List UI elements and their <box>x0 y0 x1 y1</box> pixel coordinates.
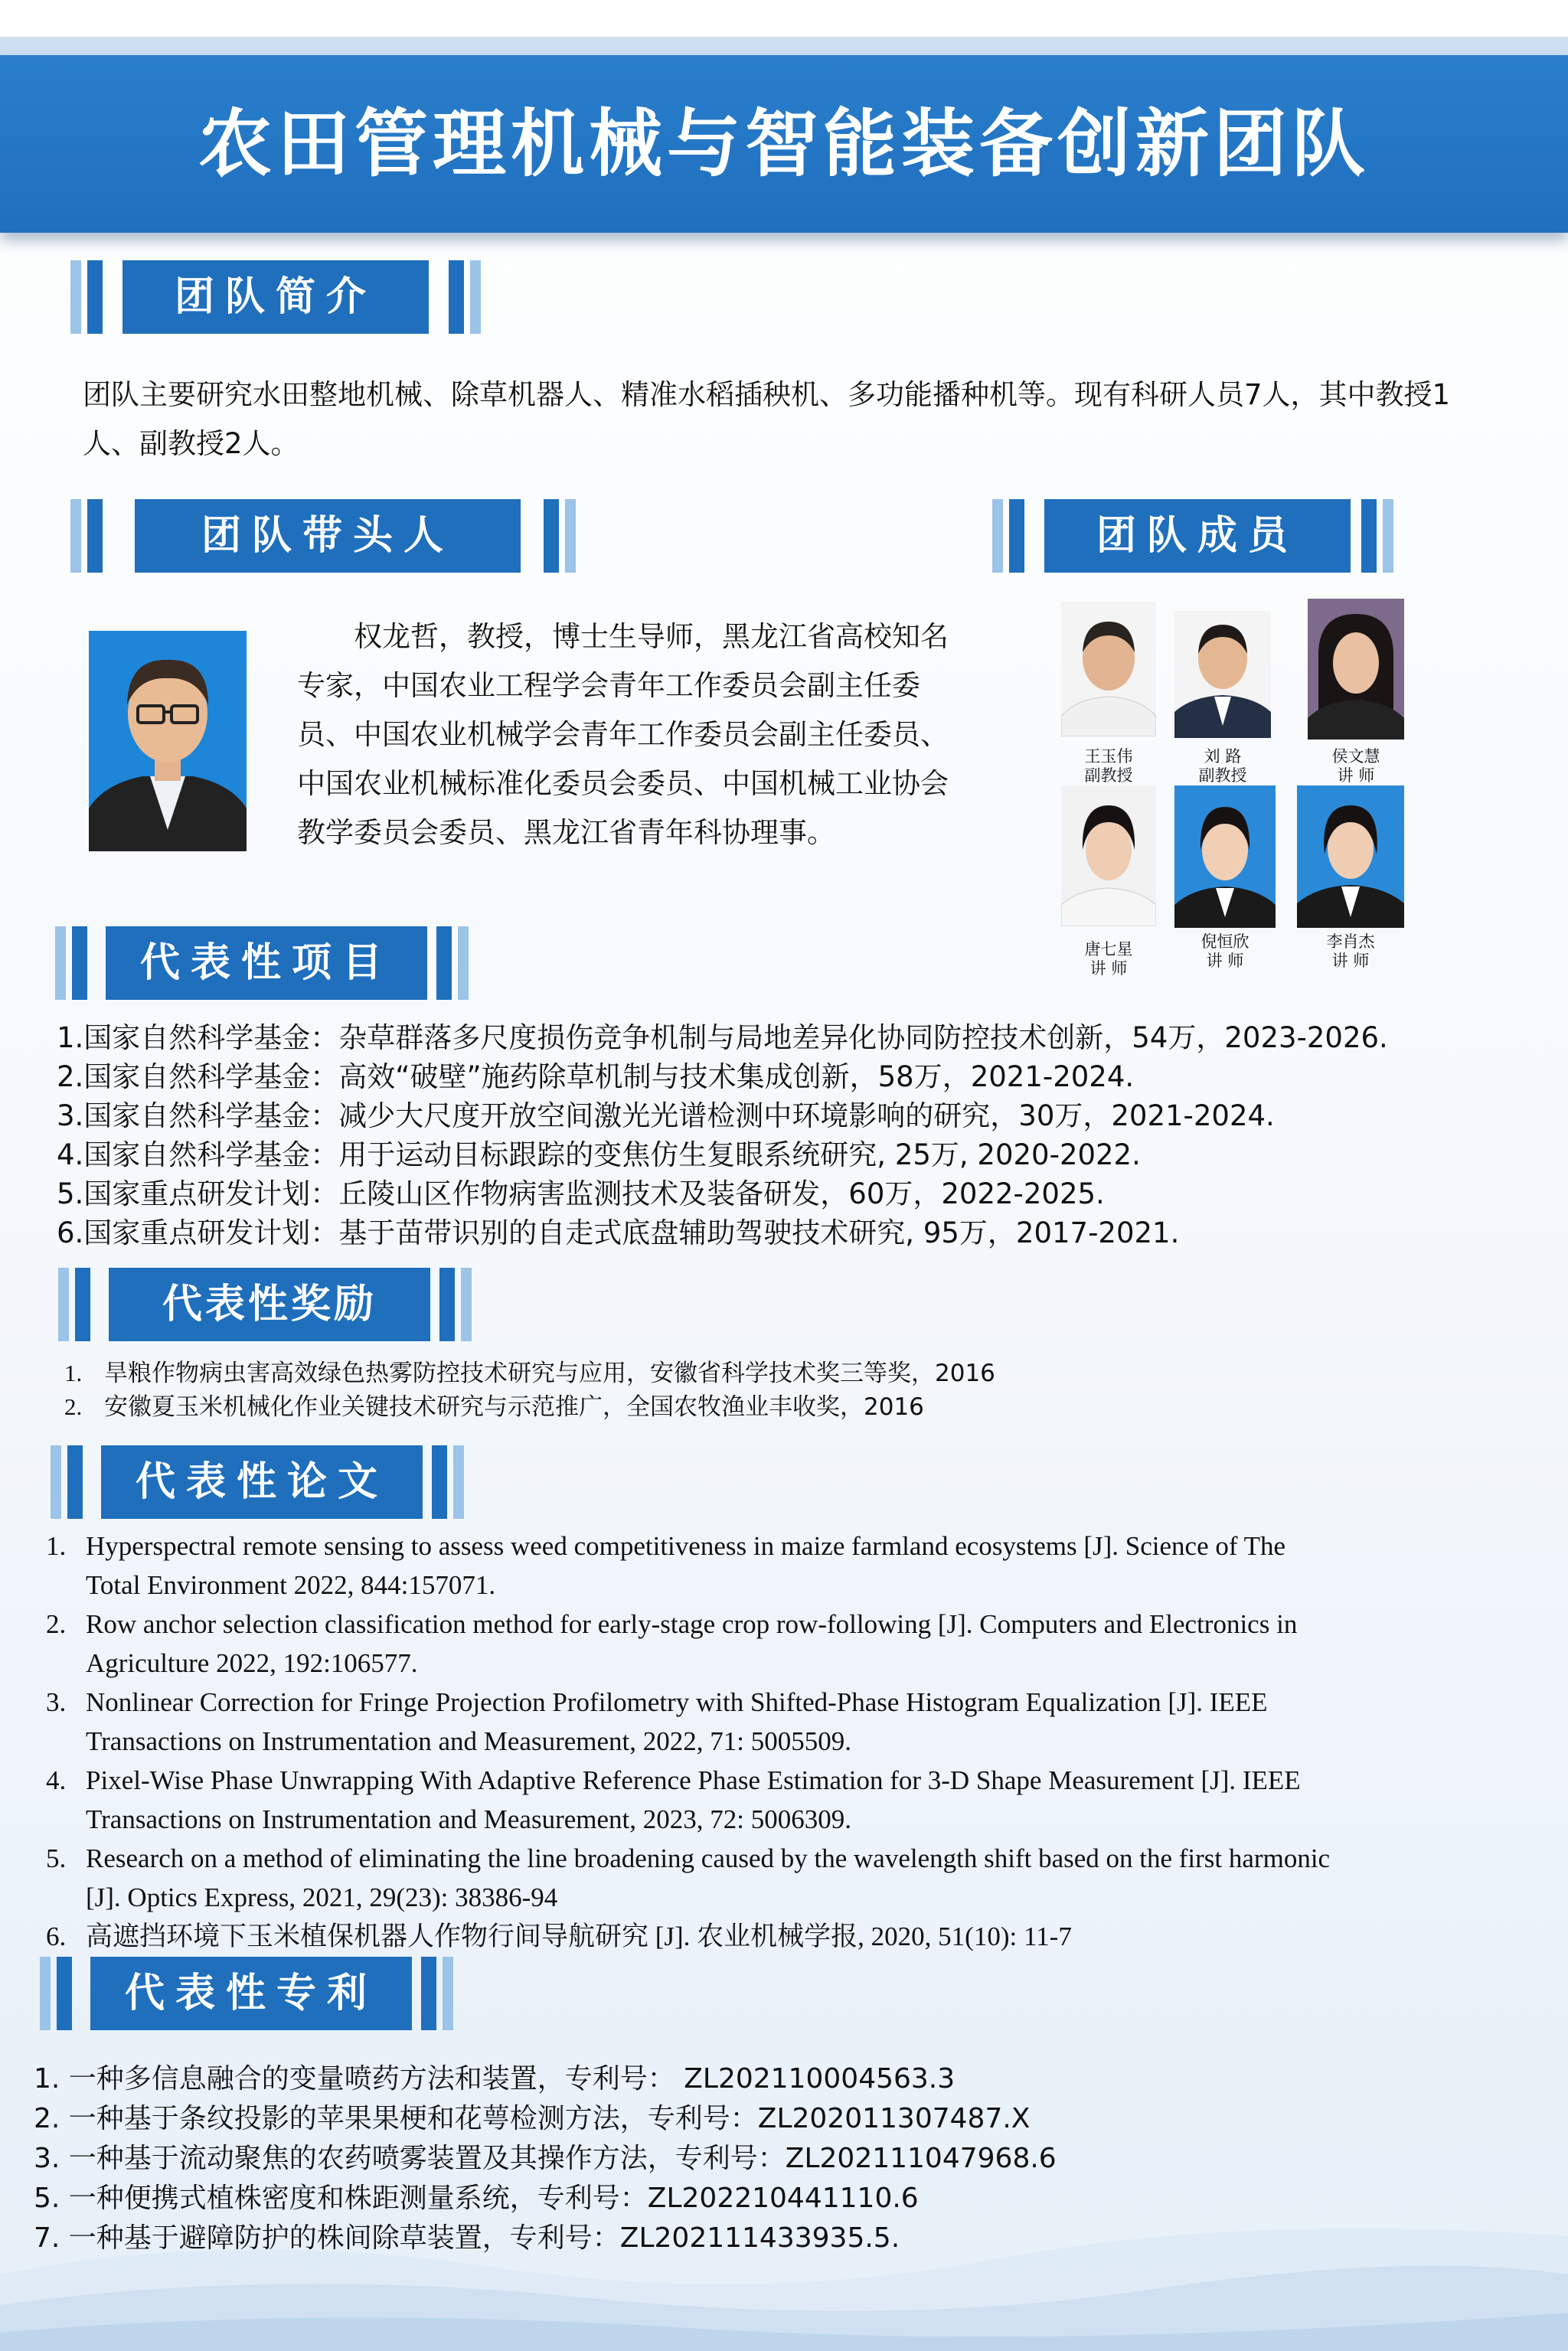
award-text: 旱粮作物病虫害高效绿色热雾防控技术研究与应用，安徽省科学技术奖三等奖，2016 <box>104 1360 995 1387</box>
member-caption-5 <box>1174 932 1276 971</box>
paper-line: Hyperspectral remote sensing to assess weed competitiveness in maize farmland ecosystems [J]. Science of The <box>86 1531 1286 1561</box>
member-photo-3 <box>1308 599 1404 740</box>
bottom-wave-decoration <box>0 2183 1568 2351</box>
patent-item: 7. 一种基于避障防护的株间除草装置，专利号：ZL202111433935.5. <box>34 2222 900 2254</box>
paper-item <box>46 1527 1493 1605</box>
paper-line: 高遮挡环境下玉米植保机器人作物行间导航研究 [J]. 农业机械学报, 2020, 51(10): 11-7 <box>86 1922 1072 1951</box>
project-item: 2.国家自然科学基金：高效“破壁”施药除草机制与技术集成创新，58万，2021-2024. <box>57 1060 1135 1093</box>
member-name-6: 李肖杰 <box>1326 932 1375 951</box>
award-text: 安徽夏玉米机械化作业关键技术研究与示范推广，全国农牧渔业丰收奖，2016 <box>104 1393 924 1421</box>
member-caption-4 <box>1061 940 1156 978</box>
paper-item <box>46 1839 1493 1917</box>
paper-line: Pixel-Wise Phase Unwrapping With Adaptive Reference Phase Estimation for 3-D Shape Measurement [J]. IEEE <box>86 1765 1301 1795</box>
paper-line: Transactions on Instrumentation and Measurement, 2022, 71: 5005509. <box>86 1726 851 1756</box>
paper-line: Research on a method of eliminating the line broadening caused by the wavelength shift based on the first harmonic <box>86 1843 1331 1873</box>
paper-line: Agriculture 2022, 192:106577. <box>86 1648 418 1678</box>
member-photo-5 <box>1174 785 1276 928</box>
project-item: 4.国家自然科学基金：用于运动目标跟踪的变焦仿生复眼系统研究, 25万, 2020-2022. <box>57 1138 1141 1171</box>
paper-line: Row anchor selection classification method for early-stage crop row-following [J]. Computers and Electronics in <box>86 1609 1298 1639</box>
patents-heading: 代表性专利 <box>90 1957 412 2030</box>
patent-item: 2. 一种基于条纹投影的苹果果梗和花萼检测方法，专利号：ZL202011307487.X <box>34 2103 1031 2134</box>
patent-item: 3. 一种基于流动聚焦的农药喷雾装置及其操作方法，专利号：ZL202111047968.6 <box>34 2143 1057 2174</box>
member-name-3: 侯文慧 <box>1331 747 1380 766</box>
member-photo-4 <box>1061 785 1156 926</box>
award-num: 2. <box>64 1393 83 1420</box>
leader-heading: 团队带头人 <box>135 499 521 573</box>
page-title: 农田管理机械与智能装备创新团队 <box>198 101 1370 187</box>
banner-top-strip <box>0 37 1568 55</box>
intro-text: 团队主要研究水田整地机械、除草机器人、精准水稻插秧机、多功能播种机等。现有科研人员7人，其中教授1人、副教授2人。 <box>83 378 1451 460</box>
paper-num: 5. <box>46 1843 67 1873</box>
projects-list <box>57 1018 1511 1252</box>
leader-section-header <box>70 499 583 573</box>
award-item <box>64 1357 1519 1390</box>
member-caption-3 <box>1308 747 1404 785</box>
paper-line: Total Environment 2022, 844:157071. <box>86 1570 496 1600</box>
member-role-5: 讲 师 <box>1206 952 1244 970</box>
leader-photo <box>89 631 247 851</box>
paper-item <box>46 1605 1493 1683</box>
member-photo-6 <box>1297 785 1404 928</box>
member-photo-1 <box>1061 602 1156 736</box>
paper-item <box>46 1917 1493 1956</box>
member-caption-6 <box>1297 932 1404 971</box>
paper-num: 3. <box>46 1687 67 1717</box>
project-item: 5.国家重点研发计划：丘陵山区作物病害监测技术及装备研发，60万，2022-2025. <box>57 1177 1105 1210</box>
members-section-header <box>992 499 1406 573</box>
awards-list <box>64 1357 1519 1424</box>
member-photo-2 <box>1174 611 1271 738</box>
member-name-1: 王玉伟 <box>1084 747 1133 766</box>
member-role-6: 讲 师 <box>1331 952 1370 970</box>
paper-num: 2. <box>46 1609 67 1639</box>
paper-item <box>46 1761 1493 1839</box>
member-name-2: 刘 路 <box>1204 747 1242 766</box>
projects-section-header <box>55 926 484 1000</box>
leader-bio: 权龙哲，教授，博士生导师，黑龙江省高校知名专家，中国农业工程学会青年工作委员会副主任委员、中国农业机械学会青年工作委员会副主任委员、中国农业机械标准化委员会委员、中国机械工业协会教学委员会委员、黑龙江省青年科协理事。 <box>297 620 949 849</box>
paper-line: [J]. Optics Express, 2021, 29(23): 38386-94 <box>86 1882 558 1912</box>
patents-section-header <box>40 1957 469 2030</box>
paper-item <box>46 1683 1493 1761</box>
papers-section-header <box>51 1445 479 1519</box>
member-name-4: 唐七星 <box>1084 940 1133 958</box>
paper-line: Nonlinear Correction for Fringe Projection Profilometry with Shifted-Phase Histogram Equalization [J]. IEEE <box>86 1687 1268 1717</box>
paper-line: Transactions on Instrumentation and Measurement, 2023, 72: 5006309. <box>86 1804 851 1834</box>
member-role-3: 讲 师 <box>1337 766 1375 785</box>
paper-num: 6. <box>46 1922 67 1951</box>
intro-section-header <box>70 260 484 334</box>
paper-num: 4. <box>46 1765 67 1795</box>
patent-item: 5. 一种便携式植株密度和株距测量系统，专利号：ZL202210441110.6 <box>34 2183 919 2214</box>
papers-heading: 代表性论文 <box>101 1445 423 1519</box>
awards-heading: 代表性奖励 <box>109 1268 430 1341</box>
award-num: 1. <box>64 1360 83 1386</box>
intro-heading: 团队简介 <box>122 260 429 334</box>
project-item: 3.国家自然科学基金：减少大尺度开放空间激光光谱检测中环境影响的研究，30万，2021-2024. <box>57 1099 1275 1132</box>
member-role-2: 副教授 <box>1198 766 1247 785</box>
project-item: 6.国家重点研发计划：基于苗带识别的自走式底盘辅助驾驶技术研究, 95万，2017-2021. <box>57 1216 1180 1249</box>
member-role-1: 副教授 <box>1084 766 1133 785</box>
project-item: 1.国家自然科学基金：杂草群落多尺度损伤竞争机制与局地差异化协同防控技术创新，54万，2023-2026. <box>57 1021 1388 1054</box>
member-caption-2 <box>1174 747 1271 785</box>
patent-item: 1. 一种多信息融合的变量喷药方法和装置，专利号： ZL202110004563.3 <box>34 2063 956 2095</box>
awards-section-header <box>58 1268 487 1341</box>
member-name-5: 倪恒欣 <box>1200 932 1250 951</box>
projects-heading: 代表性项目 <box>106 926 427 1000</box>
member-caption-1 <box>1061 747 1156 785</box>
members-heading: 团队成员 <box>1044 499 1351 573</box>
award-item <box>64 1390 1519 1424</box>
paper-num: 1. <box>46 1531 67 1561</box>
member-role-4: 讲 师 <box>1089 959 1128 978</box>
papers-list <box>46 1527 1493 1956</box>
